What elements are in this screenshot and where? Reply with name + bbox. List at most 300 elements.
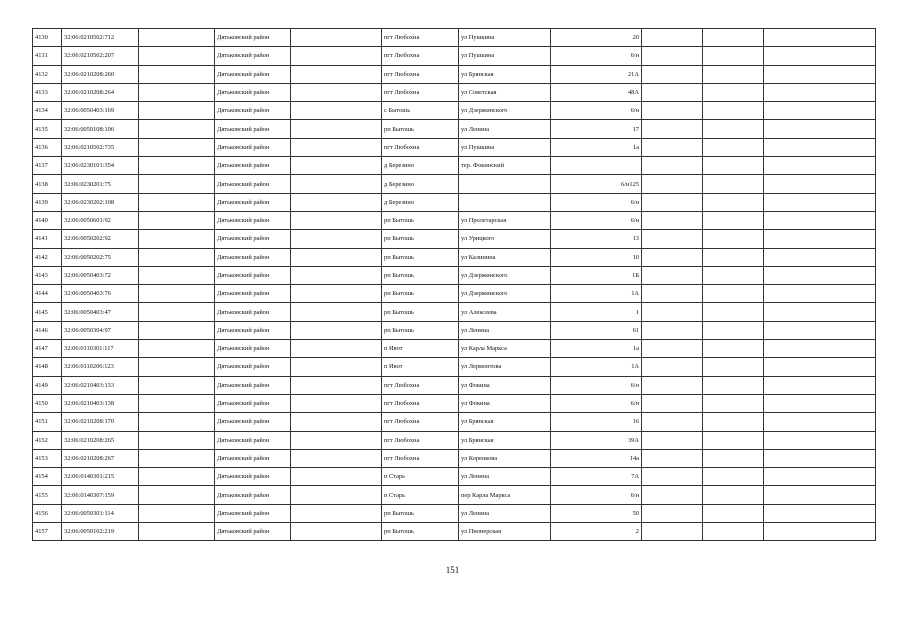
house-cell: 50 (551, 504, 642, 522)
empty-cell (139, 157, 215, 175)
empty-cell (764, 504, 876, 522)
district-cell: Дятьковский район (215, 211, 291, 229)
table-row (33, 83, 876, 101)
settlement-cell: рп Бытошь (382, 230, 459, 248)
empty-cell (291, 138, 382, 156)
district-cell: Дятьковский район (215, 47, 291, 65)
table-row (33, 303, 876, 321)
district-cell: Дятьковский район (215, 523, 291, 541)
empty-cell (139, 266, 215, 284)
empty-cell (139, 120, 215, 138)
empty-cell (703, 303, 764, 321)
cadastral-number-cell: 32:06:0210502:735 (62, 138, 139, 156)
empty-cell (291, 376, 382, 394)
district-cell: Дятьковский район (215, 449, 291, 467)
cadastral-number-cell: 32:06:0050108:106 (62, 120, 139, 138)
district-cell: Дятьковский район (215, 175, 291, 193)
cadastral-number-cell: 32:06:0230202:108 (62, 193, 139, 211)
empty-cell (642, 138, 703, 156)
empty-cell (764, 285, 876, 303)
cadastral-number-cell: 32:06:0210208:170 (62, 413, 139, 431)
empty-cell (642, 394, 703, 412)
row-number-cell: 4153 (33, 449, 62, 467)
empty-cell (139, 248, 215, 266)
empty-cell (703, 83, 764, 101)
district-cell: Дятьковский район (215, 120, 291, 138)
street-cell (459, 193, 551, 211)
house-cell: 1 (551, 303, 642, 321)
empty-cell (291, 120, 382, 138)
cadastral-number-cell: 32:06:0140307:159 (62, 486, 139, 504)
empty-cell (703, 504, 764, 522)
table-row (33, 65, 876, 83)
empty-cell (703, 102, 764, 120)
street-cell: ул Урицкого (459, 230, 551, 248)
empty-cell (291, 47, 382, 65)
cadastral-number-cell: 32:06:0230101:354 (62, 157, 139, 175)
settlement-cell: пгт Любохна (382, 83, 459, 101)
house-cell: 14а (551, 449, 642, 467)
settlement-cell: пгт Любохна (382, 431, 459, 449)
table-row (33, 157, 876, 175)
house-cell: 20 (551, 29, 642, 47)
row-number-cell: 4131 (33, 47, 62, 65)
empty-cell (291, 230, 382, 248)
table-row (33, 175, 876, 193)
district-cell: Дятьковский район (215, 285, 291, 303)
street-cell: ул Советская (459, 83, 551, 101)
empty-cell (291, 248, 382, 266)
row-number-cell: 4150 (33, 394, 62, 412)
house-cell: 61 (551, 321, 642, 339)
empty-cell (139, 504, 215, 522)
settlement-cell: пгт Любохна (382, 138, 459, 156)
row-number-cell: 4157 (33, 523, 62, 541)
table-row (33, 193, 876, 211)
row-number-cell: 4134 (33, 102, 62, 120)
empty-cell (764, 47, 876, 65)
settlement-cell: рп Бытошь (382, 248, 459, 266)
house-cell: 6/н (551, 486, 642, 504)
cadastral-number-cell: 32:06:0050202:75 (62, 248, 139, 266)
empty-cell (764, 157, 876, 175)
empty-cell (764, 340, 876, 358)
settlement-cell: пгт Любохна (382, 413, 459, 431)
street-cell: ул Брянская (459, 413, 551, 431)
settlement-cell: рп Бытошь (382, 266, 459, 284)
cadastral-number-cell: 32:06:0210208:264 (62, 83, 139, 101)
street-cell: ул Дзержинского (459, 102, 551, 120)
empty-cell (703, 358, 764, 376)
house-cell: 6/н125 (551, 175, 642, 193)
empty-cell (764, 65, 876, 83)
empty-cell (139, 449, 215, 467)
empty-cell (703, 413, 764, 431)
empty-cell (764, 29, 876, 47)
district-cell: Дятьковский район (215, 138, 291, 156)
empty-cell (764, 175, 876, 193)
empty-cell (139, 413, 215, 431)
empty-cell (764, 83, 876, 101)
empty-cell (642, 523, 703, 541)
settlement-cell: п Ивот (382, 340, 459, 358)
empty-cell (642, 248, 703, 266)
district-cell: Дятьковский район (215, 358, 291, 376)
table-row (33, 230, 876, 248)
empty-cell (703, 523, 764, 541)
house-cell: 21А (551, 65, 642, 83)
empty-cell (642, 285, 703, 303)
empty-cell (642, 358, 703, 376)
row-number-cell: 4145 (33, 303, 62, 321)
house-cell: 48А (551, 83, 642, 101)
empty-cell (291, 468, 382, 486)
empty-cell (139, 523, 215, 541)
cadastral-number-cell: 32:06:0210208:267 (62, 449, 139, 467)
street-cell: ул Фокина (459, 376, 551, 394)
district-cell: Дятьковский район (215, 303, 291, 321)
house-cell: 6/н (551, 102, 642, 120)
cadastral-number-cell: 32:06:0050102:219 (62, 523, 139, 541)
empty-cell (764, 193, 876, 211)
settlement-cell: рп Бытошь (382, 285, 459, 303)
district-cell: Дятьковский район (215, 504, 291, 522)
house-cell: 17 (551, 120, 642, 138)
empty-cell (139, 358, 215, 376)
empty-cell (764, 358, 876, 376)
empty-cell (642, 29, 703, 47)
street-cell: ул Коренкова (459, 449, 551, 467)
street-cell: ул Фокина (459, 394, 551, 412)
empty-cell (764, 248, 876, 266)
table-row (33, 431, 876, 449)
empty-cell (291, 65, 382, 83)
table-row (33, 468, 876, 486)
row-number-cell: 4138 (33, 175, 62, 193)
settlement-cell: п Ивот (382, 358, 459, 376)
row-number-cell: 4143 (33, 266, 62, 284)
settlement-cell: п Старь (382, 486, 459, 504)
empty-cell (703, 449, 764, 467)
empty-cell (139, 47, 215, 65)
page-number: 151 (445, 565, 460, 575)
settlement-cell: д Березино (382, 175, 459, 193)
empty-cell (764, 394, 876, 412)
street-cell (459, 175, 551, 193)
house-cell: 6/н (551, 394, 642, 412)
empty-cell (139, 376, 215, 394)
empty-cell (703, 486, 764, 504)
empty-cell (139, 230, 215, 248)
empty-cell (764, 523, 876, 541)
empty-cell (642, 376, 703, 394)
empty-cell (764, 376, 876, 394)
empty-cell (764, 321, 876, 339)
empty-cell (291, 175, 382, 193)
district-cell: Дятьковский район (215, 394, 291, 412)
house-cell: 2 (551, 523, 642, 541)
street-cell: ул Ленина (459, 468, 551, 486)
empty-cell (291, 504, 382, 522)
house-cell: 1Б (551, 266, 642, 284)
settlement-cell: пгт Любохна (382, 29, 459, 47)
street-cell: ул Алексеева (459, 303, 551, 321)
table-row (33, 486, 876, 504)
table-row (33, 248, 876, 266)
empty-cell (642, 468, 703, 486)
empty-cell (642, 83, 703, 101)
street-cell: ул Пионерская (459, 523, 551, 541)
street-cell: ул Пролетарская (459, 211, 551, 229)
cadastral-number-cell: 32:06:0210502:712 (62, 29, 139, 47)
row-number-cell: 4148 (33, 358, 62, 376)
table-row (33, 47, 876, 65)
cadastral-number-cell: 32:06:0140301:215 (62, 468, 139, 486)
cadastral-number-cell: 32:06:0050403:76 (62, 285, 139, 303)
house-cell (551, 157, 642, 175)
empty-cell (642, 211, 703, 229)
empty-cell (764, 102, 876, 120)
empty-cell (139, 321, 215, 339)
empty-cell (642, 449, 703, 467)
row-number-cell: 4132 (33, 65, 62, 83)
district-cell: Дятьковский район (215, 102, 291, 120)
empty-cell (291, 157, 382, 175)
settlement-cell: с Бытошь (382, 102, 459, 120)
table-row (33, 394, 876, 412)
empty-cell (642, 175, 703, 193)
records-table-body (33, 29, 876, 541)
empty-cell (139, 83, 215, 101)
empty-cell (291, 83, 382, 101)
empty-cell (703, 285, 764, 303)
cadastral-number-cell: 32:06:0050301:114 (62, 504, 139, 522)
street-cell: ул Лермонтова (459, 358, 551, 376)
table-row (33, 29, 876, 47)
row-number-cell: 4152 (33, 431, 62, 449)
table-row (33, 138, 876, 156)
settlement-cell: пгт Любохна (382, 47, 459, 65)
cadastral-number-cell: 32:06:0230201:75 (62, 175, 139, 193)
empty-cell (703, 468, 764, 486)
district-cell: Дятьковский район (215, 468, 291, 486)
empty-cell (139, 29, 215, 47)
empty-cell (139, 211, 215, 229)
cadastral-number-cell: 32:06:0110301:117 (62, 340, 139, 358)
empty-cell (291, 358, 382, 376)
empty-cell (291, 193, 382, 211)
house-cell: 10 (551, 248, 642, 266)
street-cell: ул Дзержинского (459, 266, 551, 284)
cadastral-number-cell: 32:06:0050304:97 (62, 321, 139, 339)
empty-cell (703, 47, 764, 65)
cadastral-number-cell: 32:06:0110206:123 (62, 358, 139, 376)
settlement-cell: п Старь (382, 468, 459, 486)
cadastral-number-cell: 32:06:0050403:47 (62, 303, 139, 321)
empty-cell (291, 431, 382, 449)
row-number-cell: 4151 (33, 413, 62, 431)
empty-cell (642, 504, 703, 522)
settlement-cell: рп Бытошь (382, 321, 459, 339)
empty-cell (703, 157, 764, 175)
empty-cell (139, 65, 215, 83)
empty-cell (291, 340, 382, 358)
district-cell: Дятьковский район (215, 486, 291, 504)
empty-cell (291, 394, 382, 412)
settlement-cell: пгт Любохна (382, 65, 459, 83)
district-cell: Дятьковский район (215, 83, 291, 101)
row-number-cell: 4140 (33, 211, 62, 229)
settlement-cell: рп Бытошь (382, 303, 459, 321)
row-number-cell: 4139 (33, 193, 62, 211)
cadastral-number-cell: 32:06:0210403:133 (62, 376, 139, 394)
empty-cell (764, 486, 876, 504)
table-row (33, 120, 876, 138)
empty-cell (291, 321, 382, 339)
street-cell: ул Пушкина (459, 47, 551, 65)
empty-cell (764, 266, 876, 284)
table-row (33, 211, 876, 229)
row-number-cell: 4133 (33, 83, 62, 101)
empty-cell (291, 29, 382, 47)
empty-cell (642, 65, 703, 83)
table-row (33, 102, 876, 120)
table-row (33, 285, 876, 303)
empty-cell (642, 120, 703, 138)
row-number-cell: 4154 (33, 468, 62, 486)
street-cell: ул Карла Маркса (459, 340, 551, 358)
empty-cell (703, 29, 764, 47)
empty-cell (764, 138, 876, 156)
empty-cell (291, 413, 382, 431)
empty-cell (764, 449, 876, 467)
district-cell: Дятьковский район (215, 266, 291, 284)
street-cell: ул Ленина (459, 321, 551, 339)
empty-cell (291, 449, 382, 467)
empty-cell (764, 431, 876, 449)
street-cell: ул Брянская (459, 65, 551, 83)
empty-cell (703, 175, 764, 193)
row-number-cell: 4137 (33, 157, 62, 175)
table-row (33, 358, 876, 376)
house-cell: 1а (551, 138, 642, 156)
empty-cell (642, 321, 703, 339)
empty-cell (139, 193, 215, 211)
empty-cell (291, 486, 382, 504)
empty-cell (642, 193, 703, 211)
empty-cell (703, 193, 764, 211)
empty-cell (642, 157, 703, 175)
district-cell: Дятьковский район (215, 157, 291, 175)
empty-cell (642, 303, 703, 321)
district-cell: Дятьковский район (215, 65, 291, 83)
house-cell: 6/н (551, 211, 642, 229)
district-cell: Дятьковский район (215, 29, 291, 47)
empty-cell (703, 431, 764, 449)
empty-cell (291, 266, 382, 284)
empty-cell (764, 211, 876, 229)
street-cell: ул Калинина (459, 248, 551, 266)
street-cell: пер Карла Маркса (459, 486, 551, 504)
cadastral-number-cell: 32:06:0050403:72 (62, 266, 139, 284)
empty-cell (139, 486, 215, 504)
district-cell: Дятьковский район (215, 321, 291, 339)
house-cell: 16 (551, 413, 642, 431)
house-cell: 7А (551, 468, 642, 486)
district-cell: Дятьковский район (215, 413, 291, 431)
empty-cell (703, 376, 764, 394)
cadastral-number-cell: 32:06:0210403:138 (62, 394, 139, 412)
empty-cell (139, 175, 215, 193)
records-table (32, 28, 876, 541)
empty-cell (703, 248, 764, 266)
empty-cell (642, 413, 703, 431)
row-number-cell: 4142 (33, 248, 62, 266)
house-cell: 6/н (551, 193, 642, 211)
district-cell: Дятьковский район (215, 376, 291, 394)
table-row (33, 413, 876, 431)
empty-cell (291, 102, 382, 120)
street-cell: ул Ленина (459, 504, 551, 522)
settlement-cell: пгт Любохна (382, 376, 459, 394)
empty-cell (139, 340, 215, 358)
row-number-cell: 4156 (33, 504, 62, 522)
row-number-cell: 4135 (33, 120, 62, 138)
empty-cell (703, 120, 764, 138)
street-cell: ул Ленина (459, 120, 551, 138)
empty-cell (703, 266, 764, 284)
empty-cell (139, 468, 215, 486)
row-number-cell: 4149 (33, 376, 62, 394)
empty-cell (642, 47, 703, 65)
table-row (33, 266, 876, 284)
settlement-cell: пгт Любохна (382, 449, 459, 467)
street-cell: ул Дзержинского (459, 285, 551, 303)
house-cell: 39А (551, 431, 642, 449)
row-number-cell: 4147 (33, 340, 62, 358)
row-number-cell: 4141 (33, 230, 62, 248)
table-row (33, 523, 876, 541)
table-row (33, 376, 876, 394)
empty-cell (764, 230, 876, 248)
house-cell: 6/н (551, 376, 642, 394)
street-cell: ул Брянская (459, 431, 551, 449)
empty-cell (139, 431, 215, 449)
district-cell: Дятьковский район (215, 431, 291, 449)
table-row (33, 340, 876, 358)
district-cell: Дятьковский район (215, 193, 291, 211)
cadastral-number-cell: 32:06:0210208:260 (62, 65, 139, 83)
empty-cell (291, 211, 382, 229)
empty-cell (291, 303, 382, 321)
empty-cell (764, 468, 876, 486)
row-number-cell: 4144 (33, 285, 62, 303)
settlement-cell: д Березино (382, 193, 459, 211)
street-cell: тер. Фокинский (459, 157, 551, 175)
house-cell: 1А (551, 358, 642, 376)
settlement-cell: рп Бытошь (382, 504, 459, 522)
empty-cell (291, 523, 382, 541)
empty-cell (139, 138, 215, 156)
empty-cell (703, 340, 764, 358)
empty-cell (764, 120, 876, 138)
empty-cell (703, 138, 764, 156)
empty-cell (642, 431, 703, 449)
empty-cell (703, 211, 764, 229)
empty-cell (139, 394, 215, 412)
settlement-cell: пгт Любохна (382, 394, 459, 412)
table-row (33, 321, 876, 339)
